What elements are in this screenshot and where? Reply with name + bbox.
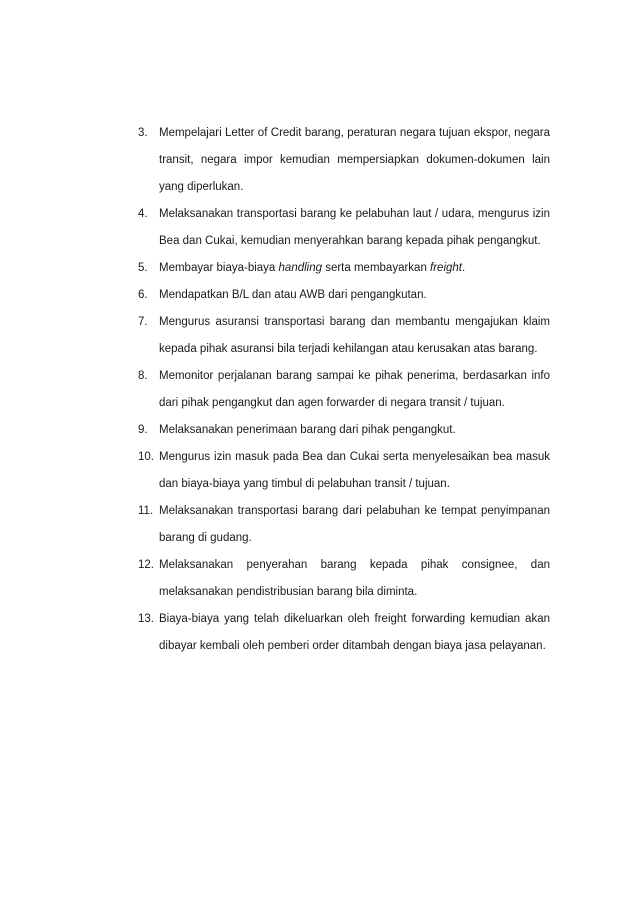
list-item: [138, 606, 550, 660]
list-text: Mengurus izin masuk pada Bea dan Cukai serta menyelesaikan bea masuk dan biaya-biaya yang timbul di pelabuhan transit / tujuan.: [159, 451, 550, 490]
list-number: 7.: [138, 316, 148, 328]
list-text: Melaksanakan penerimaan barang dari pihak pengangkut.: [159, 424, 456, 436]
list-item: [138, 255, 550, 282]
list-text: Melaksanakan transportasi barang dari pelabuhan ke tempat penyimpanan barang di gudang.: [159, 505, 550, 544]
list-number: 13.: [138, 613, 154, 625]
list-text: Biaya-biaya yang telah dikeluarkan oleh freight forwarding kemudian akan dibayar kembali oleh pemberi order ditambah dengan biaya jasa pelayanan.: [159, 613, 550, 652]
list-text: Melaksanakan penyerahan barang kepada pihak consignee, dan melaksanakan pendistribusian barang bila diminta.: [159, 559, 550, 598]
list-item: [138, 498, 550, 552]
list-item: [138, 552, 550, 606]
list-number: 10.: [138, 451, 154, 463]
list-item: [138, 120, 550, 201]
list-text: Memonitor perjalanan barang sampai ke pihak penerima, berdasarkan info dari pihak pengangkut dan agen forwarder di negara transit / tujuan.: [159, 370, 550, 409]
list-number: 8.: [138, 370, 148, 382]
list-text: Mengurus asuransi transportasi barang dan membantu mengajukan klaim kepada pihak asuransi bila terjadi kehilangan atau kerusakan atas barang.: [159, 316, 550, 355]
list-number: 5.: [138, 262, 148, 274]
list-text: Mempelajari Letter of Credit barang, peraturan negara tujuan ekspor, negara transit, negara impor kemudian mempersiapkan dokumen-dokumen lain yang diperlukan.: [159, 127, 550, 193]
list-number: 4.: [138, 208, 148, 220]
list-item: [138, 282, 550, 309]
italic-term-freight: freight: [430, 262, 462, 274]
list-text: Melaksanakan transportasi barang ke pelabuhan laut / udara, mengurus izin Bea dan Cukai, kemudian menyerahkan barang kepada pihak pengangkut.: [159, 208, 550, 247]
list-number: 6.: [138, 289, 148, 301]
list-number: 3.: [138, 127, 148, 139]
list-number: 9.: [138, 424, 148, 436]
list-text: Membayar biaya-biaya handling serta membayarkan freight.: [159, 262, 466, 274]
numbered-list: [138, 120, 550, 660]
list-item: [138, 417, 550, 444]
italic-term-handling: handling: [278, 262, 323, 274]
list-item: [138, 201, 550, 255]
list-item: [138, 363, 550, 417]
list-item: [138, 444, 550, 498]
list-text: Mendapatkan B/L dan atau AWB dari pengangkutan.: [159, 289, 427, 301]
list-number: 12.: [138, 559, 154, 571]
list-item: [138, 309, 550, 363]
list-number: 11.: [138, 505, 154, 517]
